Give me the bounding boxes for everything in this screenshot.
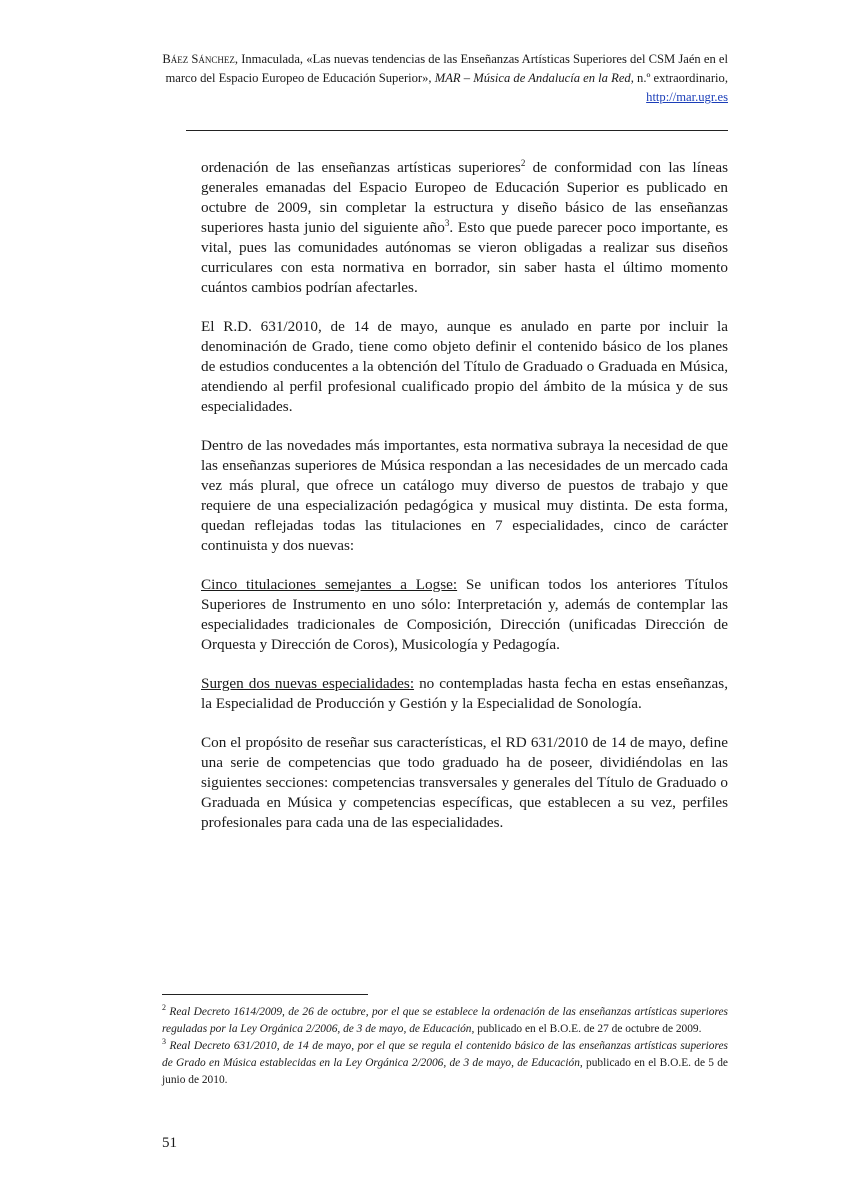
footnote-divider	[162, 994, 368, 995]
page-number: 51	[162, 1135, 177, 1151]
paragraph-3: Dentro de las novedades más importantes, esta normativa subraya la necesidad de que las enseñanzas superiores de Música respondan a las necesidades de un mercado cada vez más plural, que ofrece un catálogo muy diverso de puestos de trabajo y que requiere de una especialización pedagógica y musical muy distinta. De esta forma, quedan reflejadas todas las titulaciones en 7 especialidades, cinco de carácter continuista y dos nuevas:	[201, 437, 728, 554]
body-text	[201, 158, 728, 852]
paragraph-4-heading: Cinco titulaciones semejantes a Logse:	[201, 576, 458, 593]
header-citation: , Inmaculada, «Las nuevas tendencias de las Enseñanzas Artísticas Superiores del CSM Jaén en el marco del Espacio Europeo de Educación Superior»,	[165, 52, 728, 85]
footnote-ref-3[interactable]: 3	[444, 217, 450, 228]
footnote-2: $^2$ Real Decreto 1614/2009, de 26 de octubre, por el que se establece la ordenación de las enseñanzas artísticas superiores reguladas por la Ley Orgánica 2/2006, de 3 de mayo, de Educación, publicado en el B.O.E. de 27 de octubre de 2009.	[162, 1003, 728, 1035]
header-journal: MAR – Música de Andalucía en la Red	[434, 71, 631, 85]
paragraph-2: El R.D. 631/2010, de 14 de mayo, aunque es anulado en parte por incluir la denominación de Grado, tiene como objeto definir el contenido básico de los planes de estudios conducentes a la obtención del Título de Graduado o Graduada en Música, atendiendo al perfil profesional cualificado propio del ámbito de la música y de sus especialidades.	[201, 318, 728, 415]
paragraph-4: Cinco titulaciones semejantes a Logse: Se unifican todos los anteriores Títulos Superiores de Instrumento en uno sólo: Interpretación y, además de contemplar las especialidades tradicionales de Composición, Dirección (unificadas Dirección de Orquesta y Dirección de Coros), Musicología y Pedagogía.	[201, 576, 729, 653]
header-author-surname: Báez Sánchez	[162, 52, 235, 66]
header-divider	[186, 130, 728, 131]
header-url-link[interactable]: http://mar.ugr.es	[646, 90, 728, 104]
header-issue: , n.º extraordinario,	[630, 71, 728, 85]
paragraph-5: Surgen dos nuevas especialidades: no contempladas hasta fecha en estas enseñanzas, la Especialidad de Producción y Gestión y la Especialidad de Sonología.	[201, 675, 728, 712]
footnotes	[162, 1004, 728, 1089]
paragraph-5-heading: Surgen dos nuevas especialidades:	[201, 675, 415, 692]
paragraph-6: Con el propósito de reseñar sus características, el RD 631/2010 de 14 de mayo, define una serie de competencias que todo graduado ha de poseer, dividiéndolas en las siguientes secciones: competencias transversales y generales del Título de Graduado o Graduada en Música y competencias específicas, que establecen a su vez, perfiles profesionales para cada una de las especialidades.	[201, 734, 728, 831]
paragraph-1: ordenación de las enseñanzas artísticas superiores$^2$ de conformidad con las líneas generales emanadas del Espacio Europeo de Educación Superior es publicado en octubre de 2009, sin completar la estructura y diseño básico de las enseñanzas superiores hasta junio del siguiente año$^3$. Esto que puede parecer poco importante, es vital, pues las comunidades autónomas se vieron obligadas a realizar sus diseños curriculares con esta normativa en borrador, sin saber hasta el último momento cuántos cambios podrían afectarles.	[201, 157, 728, 296]
footnote-3: $^3$ Real Decreto 631/2010, de 14 de mayo, por el que se regula el contenido básico de las enseñanzas artísticas superiores de Grado en Música establecidas en la Ley Orgánica 2/2006, de 3 de mayo, de Educación, publicado en el B.O.E. de 5 de junio de 2010.	[162, 1037, 728, 1086]
running-header	[150, 50, 728, 107]
footnote-ref-2[interactable]: 2	[520, 157, 526, 168]
